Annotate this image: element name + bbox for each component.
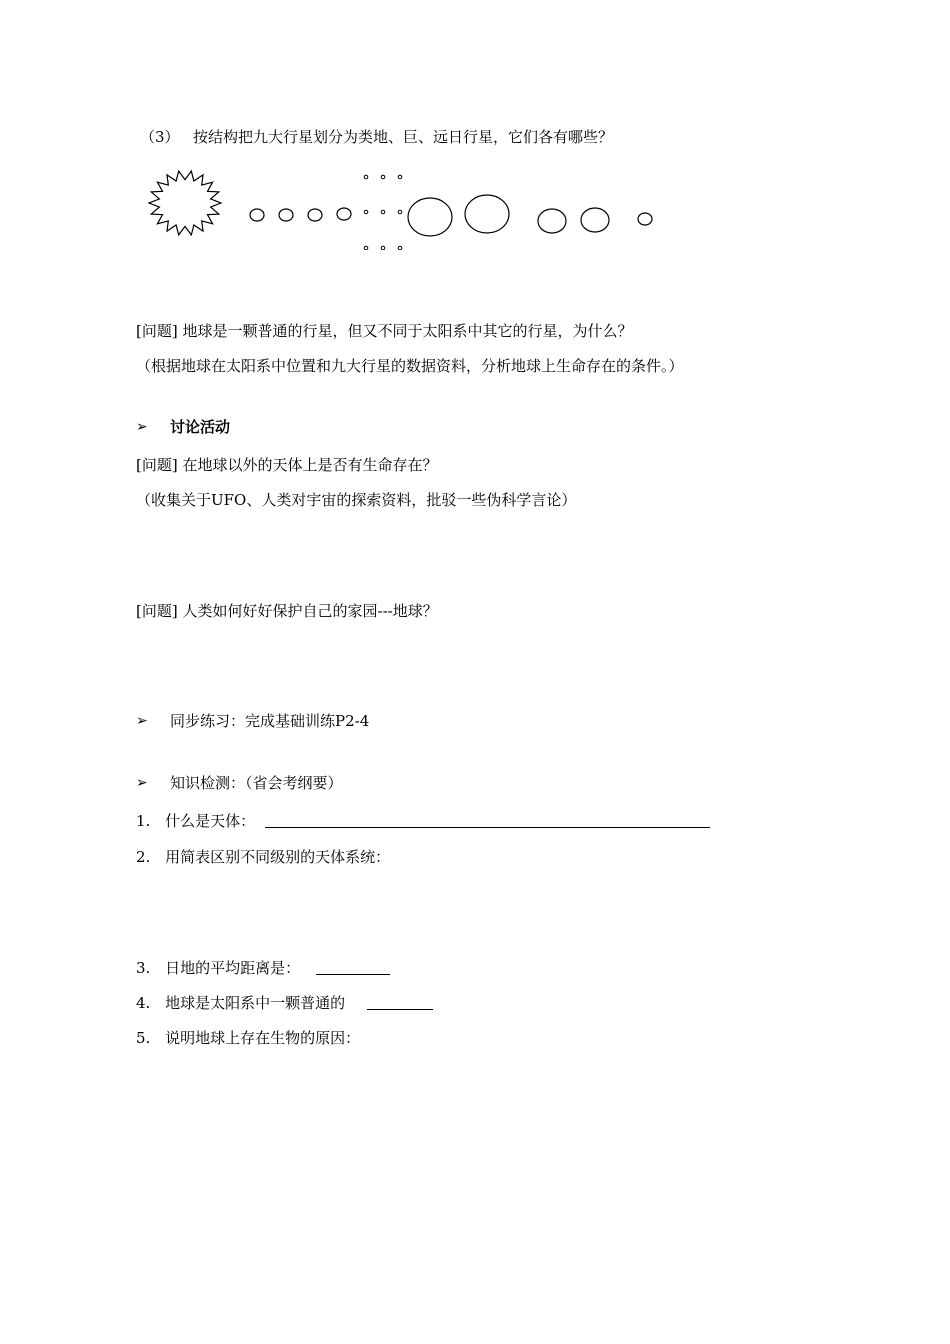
asteroid-dot [381, 210, 385, 214]
knowledge-text: 知识检测：（省会考纲要） [170, 774, 343, 792]
asteroid-dot [364, 210, 368, 214]
item-text: 日地的平均距离是： [165, 959, 301, 977]
question-text: 人类如何好好保护自己的家园---地球？ [182, 602, 438, 620]
asteroid-dot [398, 246, 402, 250]
planet-earth [308, 209, 322, 221]
planet-venus [279, 209, 293, 221]
question-2 [136, 455, 438, 475]
question-label: [问题] [136, 322, 178, 340]
item-1 [136, 811, 255, 831]
planet-mercury [250, 209, 264, 221]
question-1-hint: （根据地球在太阳系中位置和九大行星的数据资料，分析地球上生命存在的条件。） [136, 357, 684, 375]
item-number: 5. [136, 1029, 151, 1047]
asteroid-dot [381, 175, 385, 179]
item-text: 说明地球上存在生物的原因： [165, 1029, 361, 1047]
arrow-bullet-icon: ➢ [136, 775, 148, 791]
terrestrial-planets [250, 208, 351, 221]
planet-saturn [465, 195, 509, 233]
giant-planets [408, 195, 509, 236]
question-text: 在地球以外的天体上是否有生命存在？ [182, 456, 438, 474]
item-2 [136, 847, 390, 867]
item-number: 4. [136, 994, 151, 1012]
question-2-hint: （收集关于UFO、人类对宇宙的探索资料，批驳一些伪科学言论） [136, 491, 577, 509]
planet-jupiter [408, 198, 452, 236]
question-text: 地球是一颗普通的行星，但又不同于太阳系中其它的行星，为什么？ [182, 322, 633, 340]
asteroid-dot [364, 246, 368, 250]
planet-neptune [581, 208, 609, 232]
asteroid-belt [364, 175, 402, 250]
item-3 [136, 958, 300, 978]
item-5 [136, 1028, 360, 1048]
solar-system-diagram [140, 160, 670, 250]
item-number: 3. [136, 959, 151, 977]
item-text: 用简表区别不同级别的天体系统： [165, 848, 391, 866]
practice-text: 同步练习：完成基础训练P2-4 [170, 712, 370, 730]
asteroid-dot [398, 210, 402, 214]
asteroid-dot [398, 175, 402, 179]
question-3-text: 按结构把九大行星划分为类地、巨、远日行星，它们各有哪些？ [193, 128, 614, 146]
item-number: 1. [136, 812, 151, 830]
answer-blank[interactable] [265, 827, 710, 828]
question-3-number: （3） [140, 128, 180, 146]
asteroid-dot [364, 175, 368, 179]
arrow-bullet-icon: ➢ [136, 419, 148, 435]
question-3-protect [136, 601, 438, 621]
answer-blank[interactable] [367, 1009, 433, 1010]
far-planets [538, 208, 609, 233]
planet-uranus [538, 209, 566, 233]
question-label: [问题] [136, 602, 178, 620]
item-number: 2. [136, 848, 151, 866]
question-label: [问题] [136, 456, 178, 474]
item-text: 什么是天体： [165, 812, 256, 830]
answer-blank[interactable] [316, 974, 390, 975]
planet-pluto [638, 213, 652, 225]
sun-burst-icon [149, 171, 221, 235]
question-1 [136, 321, 633, 341]
item-4 [136, 993, 345, 1013]
arrow-bullet-icon: ➢ [136, 713, 148, 729]
asteroid-dot [381, 246, 385, 250]
discussion-title: 讨论活动 [170, 418, 231, 436]
planet-mars [337, 208, 351, 220]
item-text: 地球是太阳系中一颗普通的 [165, 994, 346, 1012]
